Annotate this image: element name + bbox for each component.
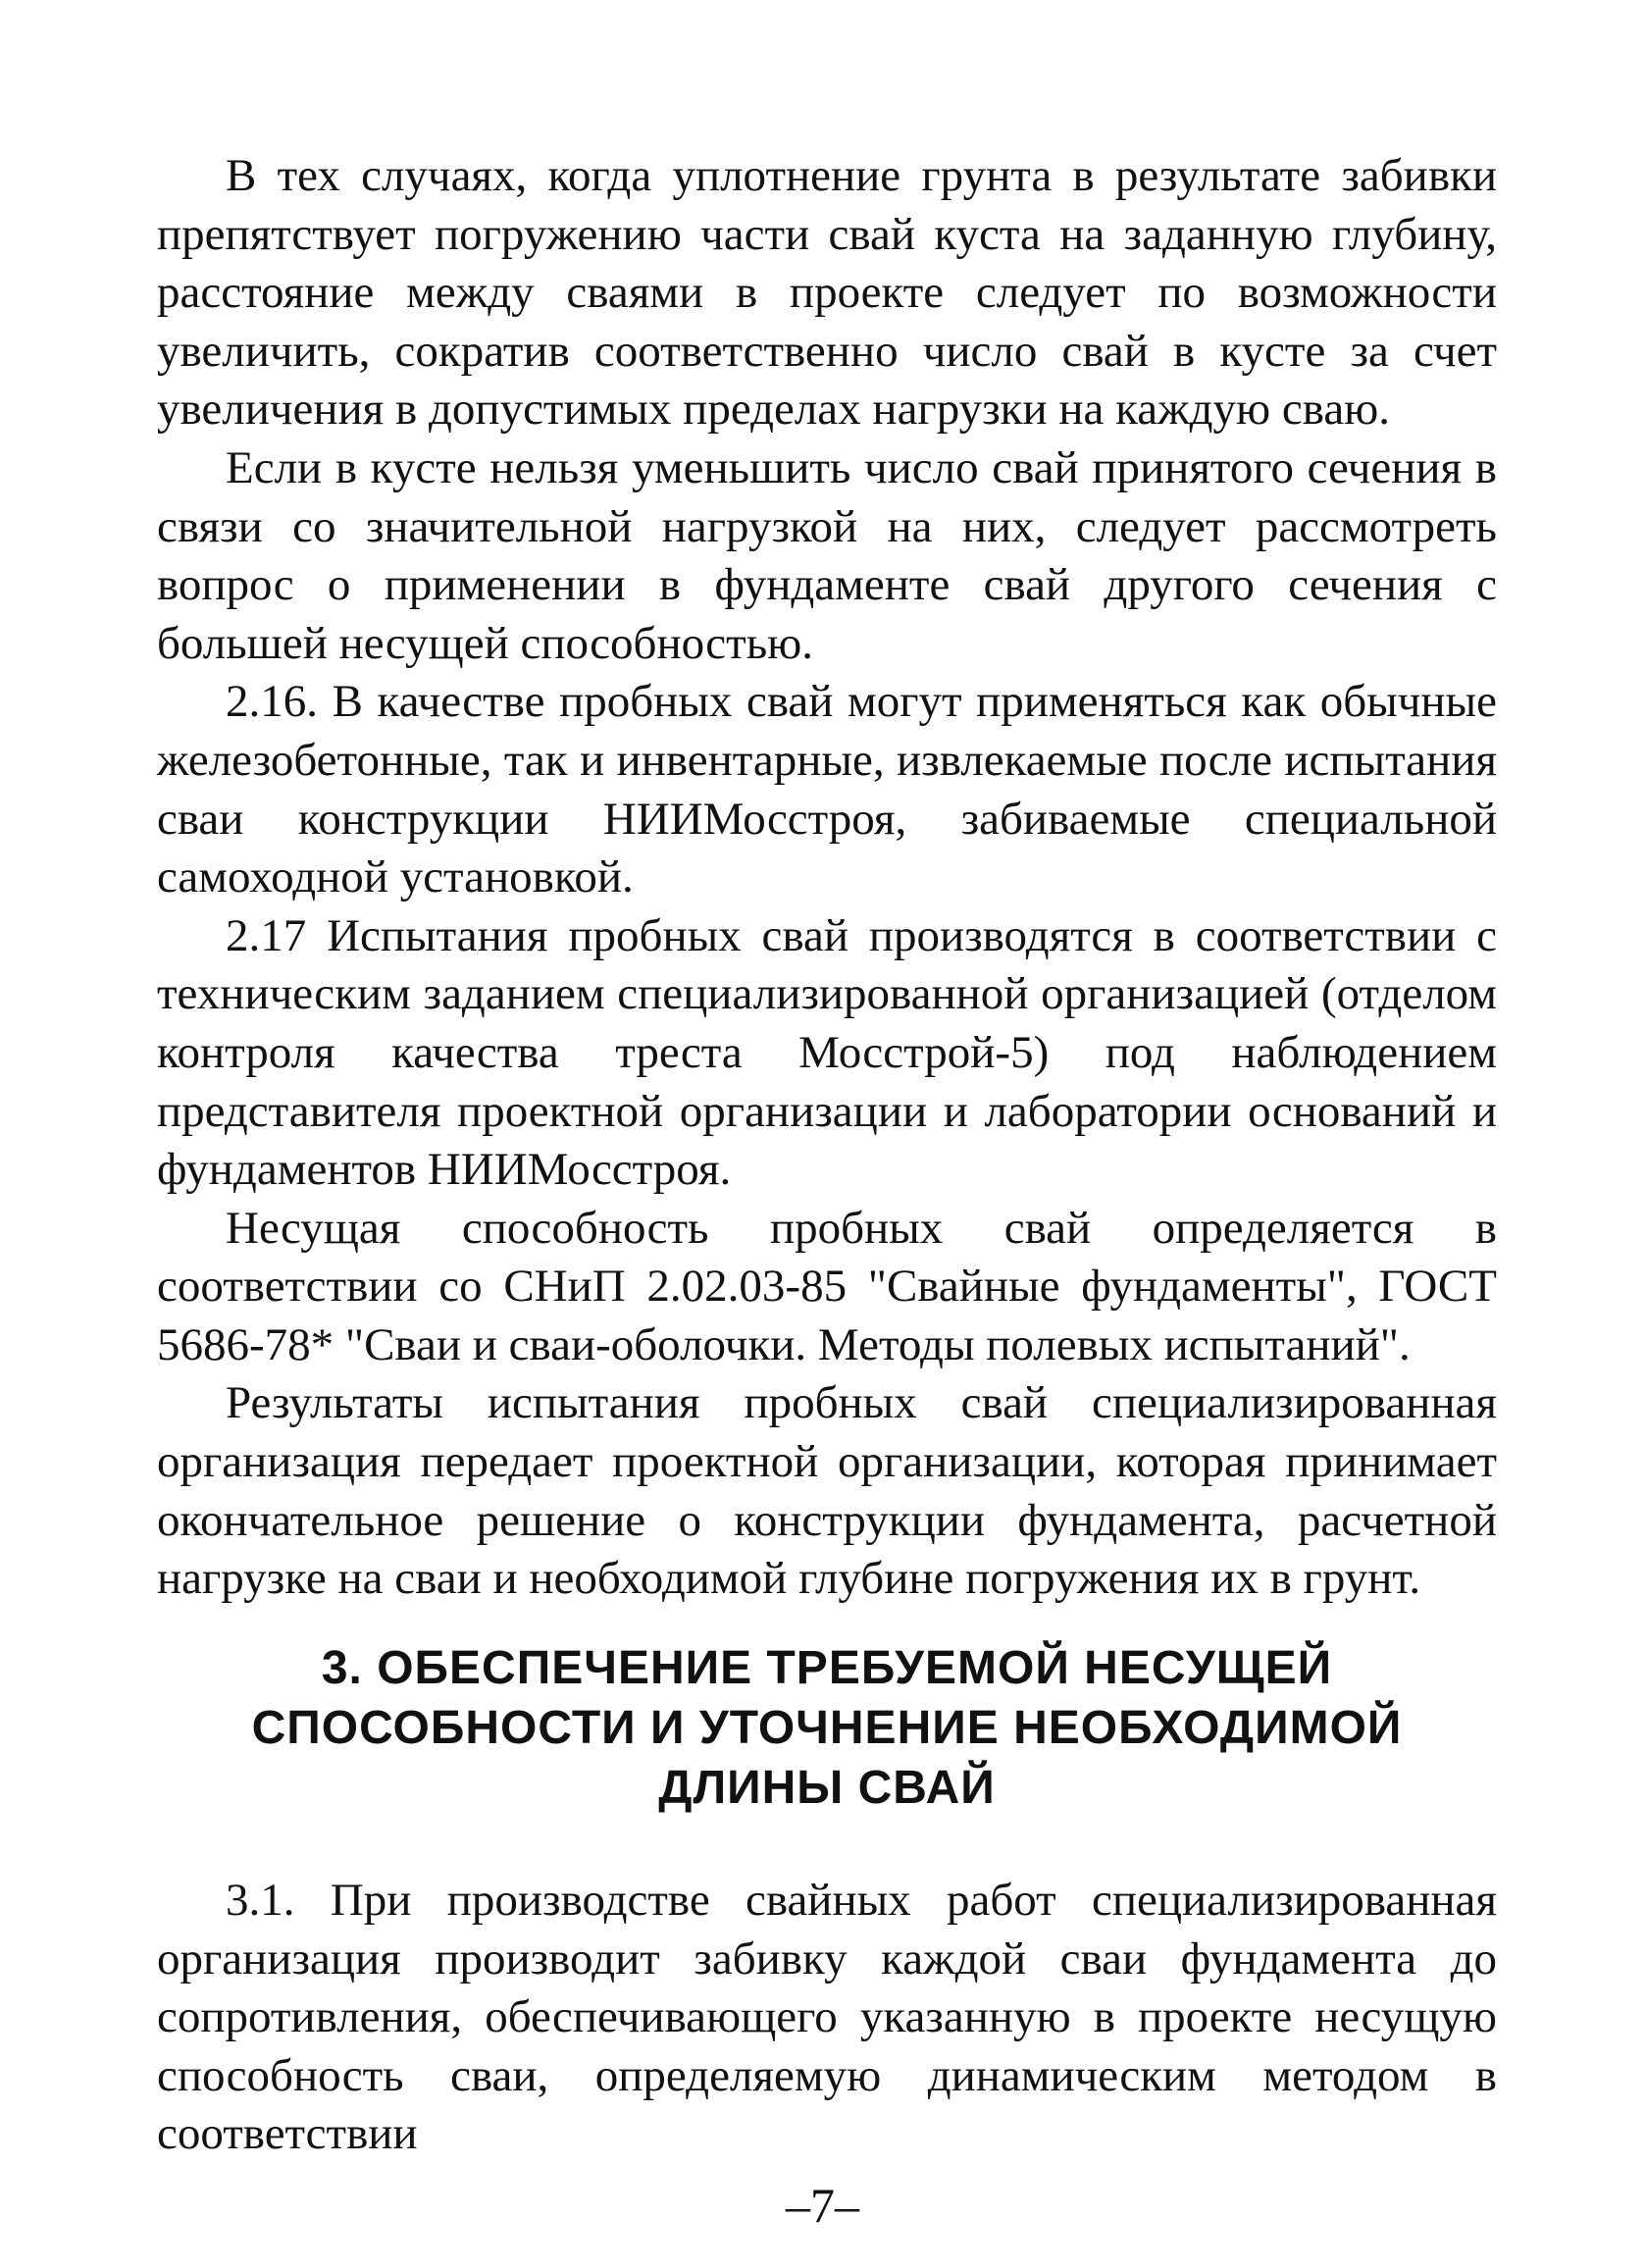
paragraph-2-17: 2.17 Испытания пробных свай производятся в соответствии с техническим заданием специализированной организацией (отделом контроля качества треста Мосстрой-5) под наблюдением представителя проектной организации и лаборатории оснований и фундаментов НИИМосстроя. xyxy=(157,909,1497,1196)
section-3-text-block xyxy=(157,1872,1497,2164)
section-heading-line-3: ДЛИНЫ СВАЙ xyxy=(658,1762,996,1814)
paragraph-test-results: Результаты испытания пробных свай специализированная организация передает проектной организации, которая принимает окончательное решение о конструкции фундамента, расчетной нагрузке на сваи и необходимой глубине погружения их в грунт. xyxy=(157,1377,1497,1605)
paragraph-2-16: 2.16. В качестве пробных свай могут применяться как обычные железобетонные, так и инвентарные, извлекаемые после испытания сваи конструкции НИИМосстроя, забиваемые специальной самоходной установкой. xyxy=(157,676,1497,903)
section-heading-line-2: СПОСОБНОСТИ И УТОЧНЕНИЕ НЕОБХОДИМОЙ xyxy=(251,1702,1403,1754)
paragraph-pile-section: Если в кусте нельзя уменьшить число свай принятого сечения в связи со значительной нагрузкой на них, следует рассмотреть вопрос о применении в фундаменте свай другого сечения с большей несущей способностью. xyxy=(157,441,1497,669)
paragraph-3-1: 3.1. При производстве свайных работ специализированная организация производит забивку каждой сваи фундамента до сопротивления, обеспечивающего указанную в проекте несущую способность сваи, определяемую динамическим методом в соответствии xyxy=(157,1875,1497,2160)
section-3-heading xyxy=(157,1638,1497,1818)
paragraph-pile-spacing: В тех случаях, когда уплотнение грунта в результате забивки препятствует погружению части свай куста на заданную глубину, расстояние между сваями в проекте следует по возможности увеличить, сократив соответственно число свай в кусте за счет увеличения в допустимых пределах нагрузки на каждую сваю. xyxy=(157,150,1497,436)
paragraph-bearing-capacity: Несущая способность пробных свай определяется в соответствии со СНиП 2.02.03-85 "Свайные фундаменты", ГОСТ 5686-78* "Сваи и сваи-оболочки. Методы полевых испытаний". xyxy=(157,1202,1497,1370)
body-text-block xyxy=(157,147,1497,1609)
section-heading-line-1: 3. ОБЕСПЕЧЕНИЕ ТРЕБУЕМОЙ НЕСУЩЕЙ xyxy=(321,1642,1333,1694)
page-number: –7– xyxy=(786,2178,859,2233)
